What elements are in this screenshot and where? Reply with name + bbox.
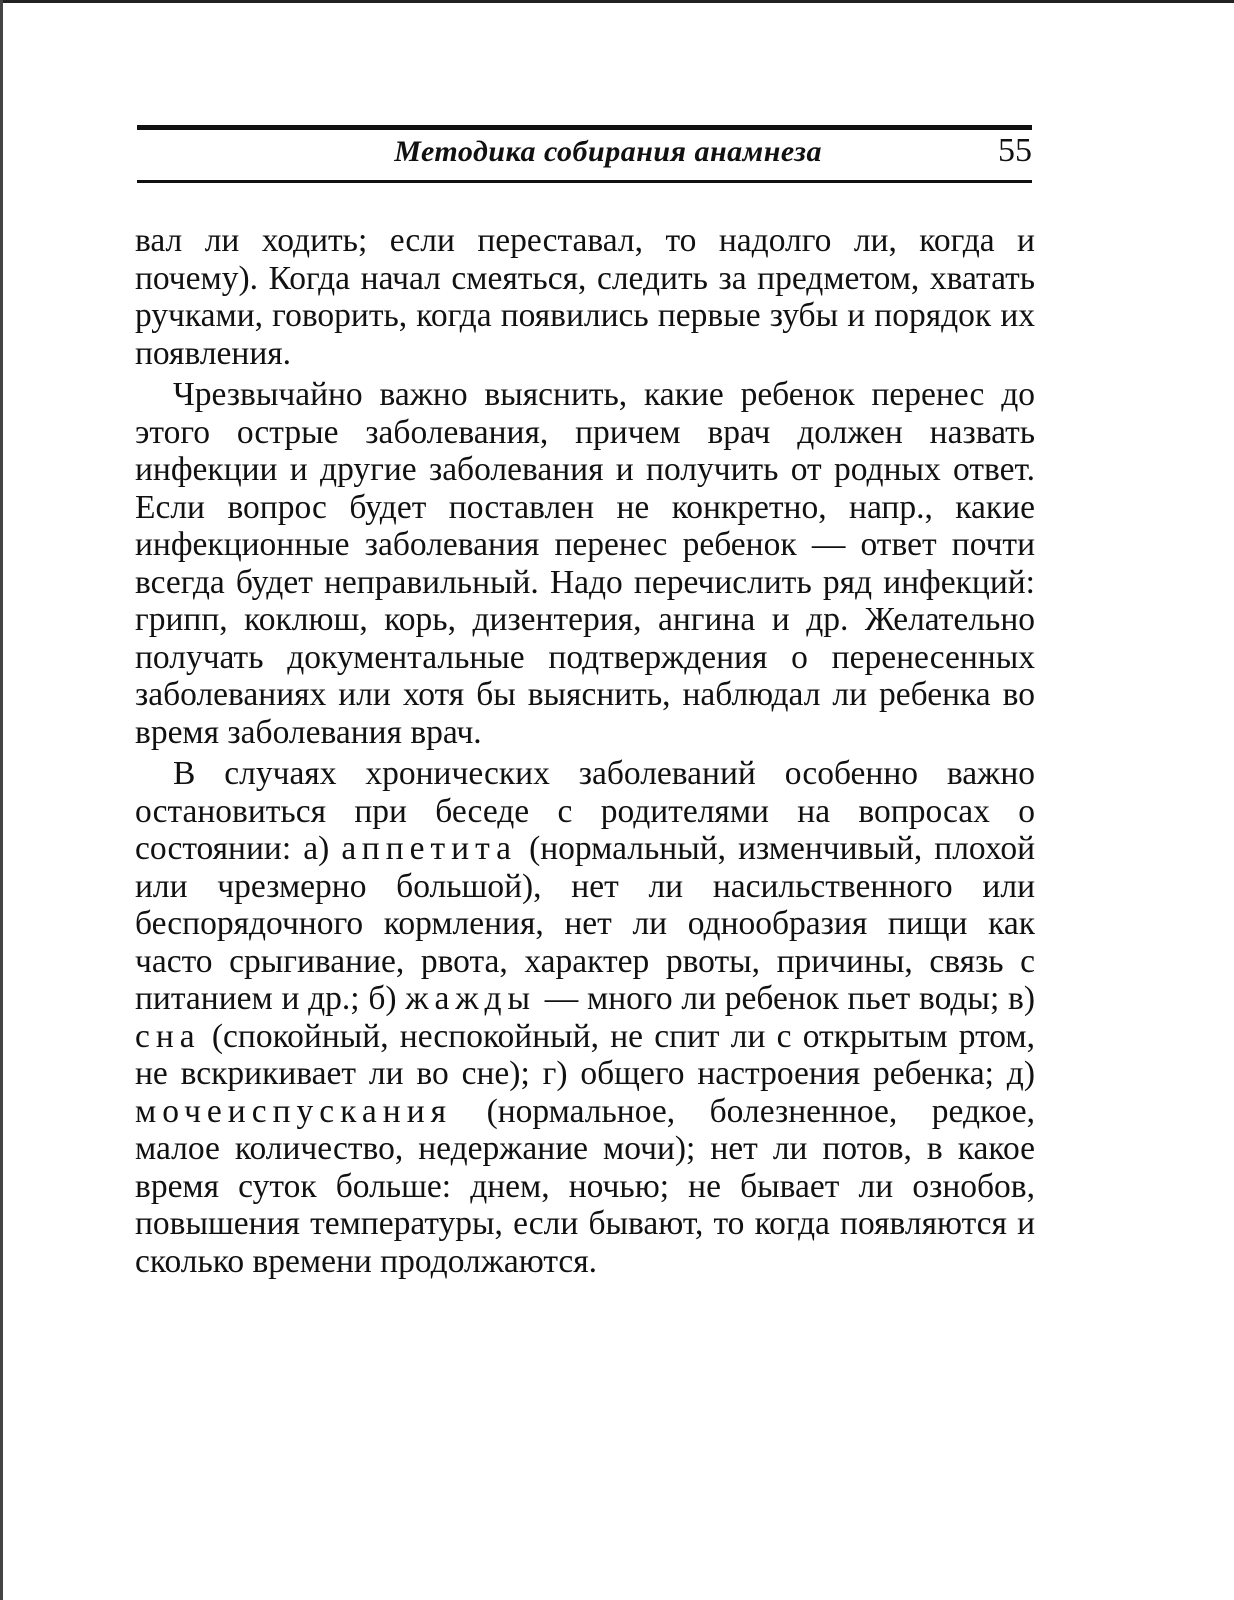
- paragraph-3-text-3: — много ли ребенок пьет воды; в): [536, 980, 1035, 1017]
- body-text: [135, 222, 1035, 1284]
- term-sleep: сна: [135, 1017, 201, 1055]
- paragraph-3-text-1: В случаях хронических заболеваний особенно важно остановиться при беседе с родителями на вопросах о состоянии: а): [135, 755, 1035, 867]
- header-rule-top: [137, 125, 1032, 130]
- page-header: [137, 125, 1032, 185]
- page-edge-top: [0, 0, 1234, 3]
- paragraph-3-text-4: (спокойный, неспокойный, не спит ли с открытым ртом, не вскрикивает ли во сне); г) общего настроения ребенка; д): [135, 1017, 1035, 1092]
- term-thirst: жажды: [405, 980, 537, 1017]
- page-edge-left: [0, 0, 3, 1600]
- term-appetite: аппетита: [341, 830, 517, 867]
- paragraph-1: вал ли ходить; если переставал, то надолго ли, когда и почему). Когда начал смеяться, следить за предметом, хватать ручками, говорить, когда появились первые зубы и порядок их появления.: [135, 222, 1035, 372]
- paragraph-3-text-2: (нормальный, изменчивый, плохой или чрезмерно большой), нет ли насильственного или беспорядочного кормления, нет ли однообразия пищи как часто срыгивание, рвота, характер рвоты, причины, связь с питанием и др.; б): [135, 830, 1035, 1017]
- running-title: Методика собирания анамнеза: [394, 135, 822, 168]
- paragraph-2: Чрезвычайно важно выяснить, какие ребенок перенес до этого острые заболевания, причем врач должен назвать инфекции и другие заболевания и получить от родных ответ. Если вопрос будет поставлен не конкретно, напр., какие инфекционные заболевания перенес ребенок — ответ почти всегда будет неправильный. Надо перечислить ряд инфекций: грипп, коклюш, корь, дизентерия, ангина и др. Желательно получать документальные подтверждения о перенесенных заболеваниях или хотя бы выяснить, наблюдал ли ребенка во время заболевания врач.: [135, 376, 1035, 751]
- page-number: 55: [998, 132, 1032, 169]
- term-urination: мочеиспускания: [135, 1092, 453, 1130]
- header-rule-bottom: [137, 180, 1032, 183]
- paragraph-3: [135, 755, 1035, 1280]
- paragraph-3-text-5: (нормальное, болезненное, редкое, малое количество, недержание мочи); нет ли потов, в какое время суток больше: днем, ночью; не бывает ли ознобов, повышения температуры, если бывают, то когда появляются и сколько времени продолжаются.: [135, 1092, 1035, 1280]
